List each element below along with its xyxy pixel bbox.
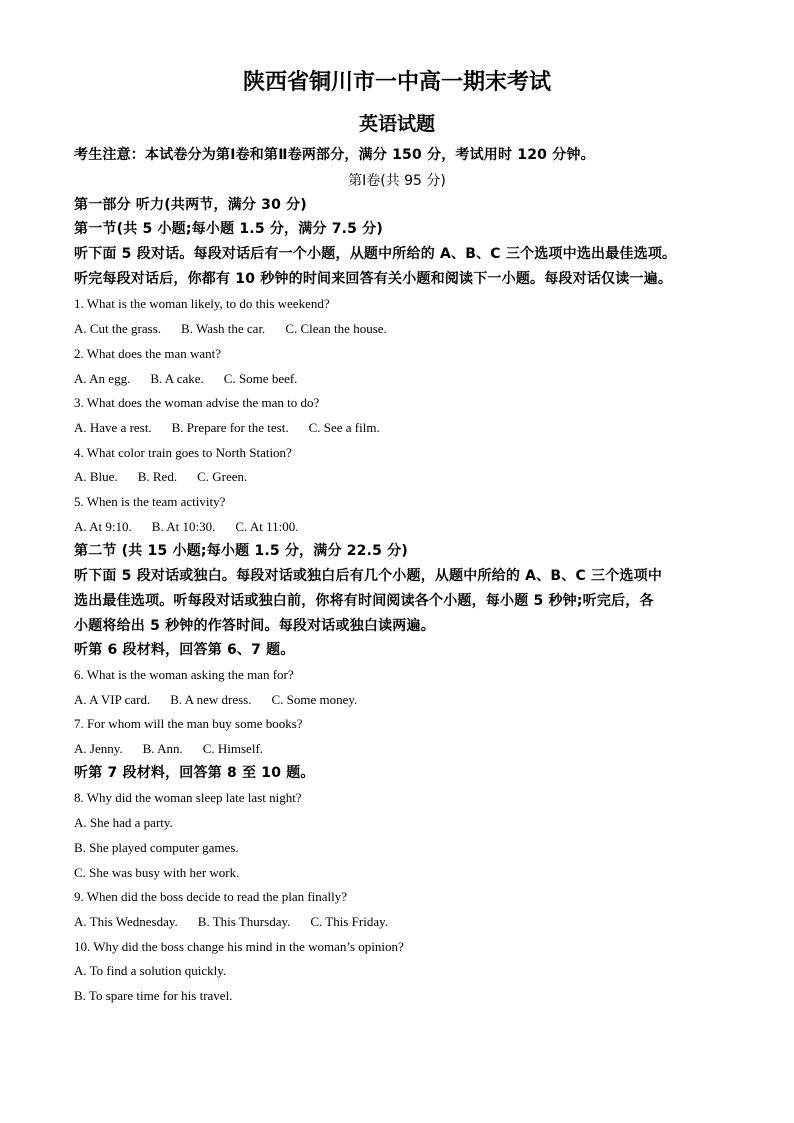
question-stem: 6. What is the woman asking the man for? [74, 667, 294, 682]
option-c: C. This Friday. [310, 914, 389, 929]
option-a: A. Blue. [74, 469, 118, 484]
question-stem: 9. When did the boss decide to read the plan finally? [74, 889, 348, 904]
option-c: C. Clean the house. [285, 321, 387, 336]
volume-heading: 第Ⅰ卷(共 95 分) [348, 173, 446, 189]
option-b: B. Ann. [142, 741, 183, 756]
option-a: A. Cut the grass. [74, 321, 162, 336]
section1-instruction: 听完每段对话后，你都有 10 秒钟的时间来回答有关小题和阅读下一小题。每段对话仅读一遍。 [74, 271, 673, 287]
question-options [74, 520, 298, 533]
option-b: B. Red. [137, 469, 178, 484]
option-b: B. A new dress. [170, 692, 252, 707]
option-a: A. This Wednesday. [74, 914, 178, 929]
question-stem: 7. For whom will the man buy some books? [74, 716, 303, 731]
option-a: A. Have a rest. [74, 420, 152, 435]
option-b: B. To spare time for his travel. [74, 988, 233, 1003]
option-c: C. Some beef. [223, 371, 298, 386]
option-b: B. This Thursday. [197, 914, 291, 929]
exam-notice: 考生注意：本试卷分为第Ⅰ卷和第Ⅱ卷两部分，满分 150 分，考试用时 120 分钟。 [74, 147, 595, 163]
question-stem: 8. Why did the woman sleep late last night? [74, 790, 302, 805]
option-a: A. Jenny. [74, 741, 123, 756]
question-stem: 3. What does the woman advise the man to do? [74, 395, 320, 410]
question-options [74, 372, 297, 385]
page-title: 陕西省铜川市一中高一期末考试 [242, 69, 551, 95]
option-b: B. Wash the car. [181, 321, 266, 336]
part1-heading: 第一部分 听力(共两节，满分 30 分) [74, 197, 307, 213]
question-options [74, 421, 380, 434]
question-stem: 2. What does the man want? [74, 346, 222, 361]
section1-heading: 第一节(共 5 小题;每小题 1.5 分，满分 7.5 分) [74, 221, 383, 237]
option-c: C. Himself. [202, 741, 264, 756]
option-c: C. See a film. [308, 420, 380, 435]
option-b: B. Prepare for the test. [171, 420, 289, 435]
option-b: B. A cake. [150, 371, 204, 386]
material-heading: 听第 7 段材料，回答第 8 至 10 题。 [74, 765, 315, 781]
page-subtitle: 英语试题 [358, 113, 435, 135]
option-b: B. She played computer games. [74, 840, 239, 855]
option-c: C. Green. [197, 469, 248, 484]
option-c: C. Some money. [271, 692, 358, 707]
question-options [74, 742, 263, 755]
question-options [74, 915, 388, 928]
section2-heading: 第二节 (共 15 小题;每小题 1.5 分，满分 22.5 分) [74, 543, 408, 559]
material-heading: 听第 6 段材料，回答第 6、7 题。 [74, 642, 295, 658]
section2-instruction: 选出最佳选项。听每段对话或独白前，你将有时间阅读各个小题，每小题 5 秒钟;听完后，各 [74, 593, 654, 609]
option-c: C. At 11:00. [235, 519, 299, 534]
question-stem: 4. What color train goes to North Station? [74, 445, 292, 460]
option-a: A. A VIP card. [74, 692, 151, 707]
option-c: C. She was busy with her work. [74, 865, 240, 880]
question-options [74, 470, 247, 483]
question-options [74, 322, 387, 335]
option-a: A. At 9:10. [74, 519, 132, 534]
section1-instruction: 听下面 5 段对话。每段对话后有一个小题，从题中所给的 A、B、C 三个选项中选出最佳选项。 [74, 246, 677, 262]
section2-instruction: 听下面 5 段对话或独白。每段对话或独白后有几个小题，从题中所给的 A、B、C 三个选项中 [74, 568, 663, 584]
question-stem: 5. When is the team activity? [74, 494, 226, 509]
section2-instruction: 小题将给出 5 秒钟的作答时间。每段对话或独白读两遍。 [74, 618, 435, 634]
question-options [74, 693, 357, 706]
option-a: A. She had a party. [74, 815, 173, 830]
option-a: A. To find a solution quickly. [74, 963, 227, 978]
option-b: B. At 10:30. [151, 519, 216, 534]
question-stem: 10. Why did the boss change his mind in the woman’s opinion? [74, 939, 404, 954]
option-a: A. An egg. [74, 371, 131, 386]
question-stem: 1. What is the woman likely, to do this weekend? [74, 296, 330, 311]
